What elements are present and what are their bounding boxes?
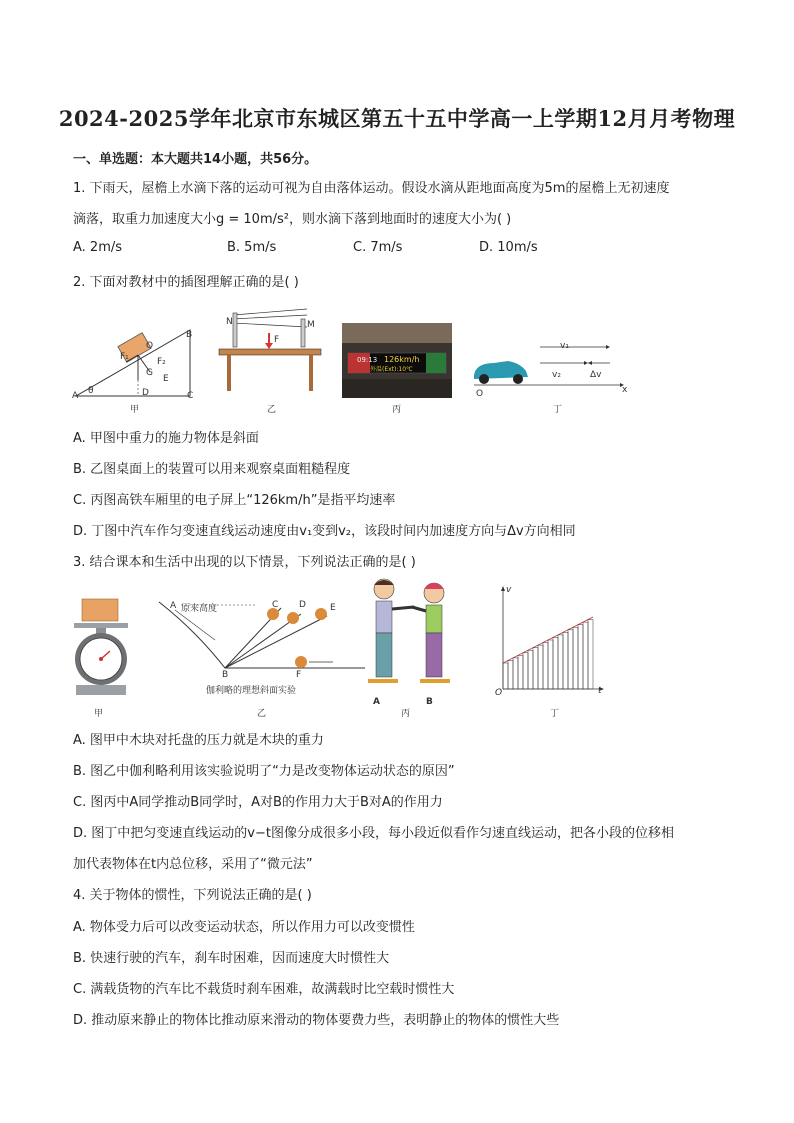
q3-option-d-line2: 加代表物体在t内总位移，采用了“微元法”	[73, 857, 313, 872]
fig-jia-label-o: O	[146, 341, 154, 351]
q3-caption-jia: 甲	[94, 709, 104, 719]
fig-ding-label-t: t	[598, 686, 602, 696]
fig-yi-label-c: C	[272, 600, 279, 610]
q2-caption-yi: 乙	[267, 405, 277, 415]
q2-caption-jia: 甲	[130, 405, 140, 415]
fig-ding-label-dv: Δv	[590, 370, 602, 380]
fig-ding-label-v: v	[506, 585, 512, 595]
fig-bing-label-a: A	[373, 697, 380, 707]
vt-step-bar	[563, 632, 568, 689]
vt-step-bar	[543, 643, 548, 689]
vt-step-bar	[553, 637, 558, 689]
fig-ding-label-x: x	[622, 385, 628, 395]
q1-option-b: B. 5m/s	[227, 240, 277, 255]
vt-step-bar	[583, 622, 588, 689]
q2-option-b: B. 乙图桌面上的装置可以用来观察桌面粗糙程度	[73, 462, 351, 477]
q2-stem: 2. 下面对教材中的插图理解正确的是( )	[73, 275, 299, 290]
q4-option-d: D. 推动原来静止的物体比推动原来滑动的物体要费力些，表明静止的物体的惯性大些	[73, 1013, 560, 1028]
vt-step-bar	[503, 663, 508, 689]
vt-step-bar	[548, 640, 553, 689]
fig-yi-label-a: A	[170, 601, 177, 611]
fig-jia-label-f1: F₁	[120, 352, 129, 362]
q3-option-d-line1: D. 图丁中把匀变速直线运动的v−t图像分成很多小段，每小段近似看作匀速直线运动，把各小段的位移相	[73, 826, 674, 841]
vt-step-bar	[568, 630, 573, 689]
vt-step-bar	[573, 627, 578, 689]
fig-jia-label-g: G	[146, 368, 153, 378]
fig-jia-label-theta: θ	[88, 386, 94, 396]
fig-jia-label-e: E	[163, 374, 169, 384]
q3-option-c: C. 图丙中A同学推动B同学时，A对B的作用力大于B对A的作用力	[73, 795, 443, 810]
q2-caption-ding: 丁	[553, 405, 563, 415]
fig-ding-label-o: O	[476, 389, 484, 399]
q2-figure-ding	[468, 335, 628, 400]
fig-yi-label-n: N	[226, 317, 233, 327]
fig-yi-label-m: M	[307, 320, 315, 330]
q3-option-a: A. 图甲中木块对托盘的压力就是木块的重力	[73, 733, 324, 748]
fig-jia-label-a: A	[72, 391, 79, 401]
vt-step-bar	[508, 660, 513, 689]
q4-option-c: C. 满载货物的汽车比不载货时刹车困难，故满载时比空载时惯性大	[73, 982, 455, 997]
fig-bing-label-b: B	[426, 697, 433, 707]
fig-bing-speed: 126km/h	[384, 355, 420, 364]
vt-step-bar	[528, 650, 533, 689]
fig-yi-label-f: F	[274, 335, 280, 345]
vt-step-bar	[558, 635, 563, 689]
q2-option-c: C. 丙图高铁车厢里的电子屏上“126km/h”是指平均速率	[73, 493, 396, 508]
q3-caption-ding: 丁	[550, 709, 560, 719]
fig-bing-time: 09:13	[357, 356, 378, 364]
fig-jia-label-f2: F₂	[157, 357, 166, 367]
q1-line2: 滴落，取重力加速度大小g = 10m/s²，则水滴下落到地面时的速度大小为( )	[73, 212, 512, 227]
fig-ding-label-v2: v₂	[552, 370, 561, 380]
vt-step-bar	[533, 648, 538, 689]
q3-caption-yi: 乙	[257, 709, 267, 719]
fig-bing-temp: 外温(Ext):10℃	[370, 366, 413, 373]
vt-step-bar	[538, 645, 543, 689]
q1-option-d: D. 10m/s	[479, 240, 538, 255]
q4-option-a: A. 物体受力后可以改变运动状态，所以作用力可以改变惯性	[73, 920, 415, 935]
fig-ding-label-v1: v₁	[560, 341, 569, 351]
vt-step-bar	[588, 620, 593, 689]
fig-ding-label-o: O	[495, 688, 503, 698]
q2-caption-bing: 丙	[392, 405, 402, 415]
q1-option-a: A. 2m/s	[73, 240, 123, 255]
vt-step-bar	[523, 653, 528, 689]
q1-line1: 1. 下雨天，屋檐上水滴下落的运动可视为自由落体运动。假设水滴从距地面高度为5m的屋檐上无初速度	[73, 181, 670, 196]
q2-option-d: D. 丁图中汽车作匀变速直线运动速度由v₁变到v₂，该段时间内加速度方向与Δv方向相同	[73, 524, 576, 539]
vt-step-bar	[513, 658, 518, 689]
vt-step-bar	[518, 655, 523, 689]
q3-figure-jia	[70, 595, 132, 699]
fig-yi-label-d: D	[299, 600, 306, 610]
q1-option-c: C. 7m/s	[353, 240, 403, 255]
fig-yi-label-e: E	[330, 603, 336, 613]
q3-figure-ding	[495, 585, 605, 695]
q4-stem: 4. 关于物体的惯性，下列说法正确的是( )	[73, 888, 312, 903]
section-heading: 一、单选题：本大题共14小题，共56分。	[73, 152, 318, 167]
fig-jia-label-d: D	[142, 388, 149, 398]
fig-jia-label-c: C	[187, 391, 194, 401]
q3-option-b: B. 图乙中伽利略利用该实验说明了“力是改变物体运动状态的原因”	[73, 764, 455, 779]
fig-yi-label-f: F	[296, 670, 302, 680]
fig-yi-label-height: 原来高度	[181, 604, 218, 614]
vt-step-bar	[578, 625, 583, 689]
fig-yi-label-b: B	[222, 670, 229, 680]
q3-caption-bing: 丙	[401, 709, 411, 719]
q2-option-a: A. 甲图中重力的施力物体是斜面	[73, 431, 259, 446]
q3-stem: 3. 结合课本和生活中出现的以下情景，下列说法正确的是( )	[73, 555, 416, 570]
fig-jia-label-b: B	[186, 330, 193, 340]
q3-figure-bing	[362, 577, 458, 695]
q4-option-b: B. 快速行驶的汽车，刹车时困难，因而速度大时惯性大	[73, 951, 390, 966]
fig-yi-experiment-title: 伽利略的理想斜面实验	[206, 686, 297, 696]
page-title: 2024-2025学年北京市东城区第五十五中学高一上学期12月月考物理	[58, 106, 736, 131]
